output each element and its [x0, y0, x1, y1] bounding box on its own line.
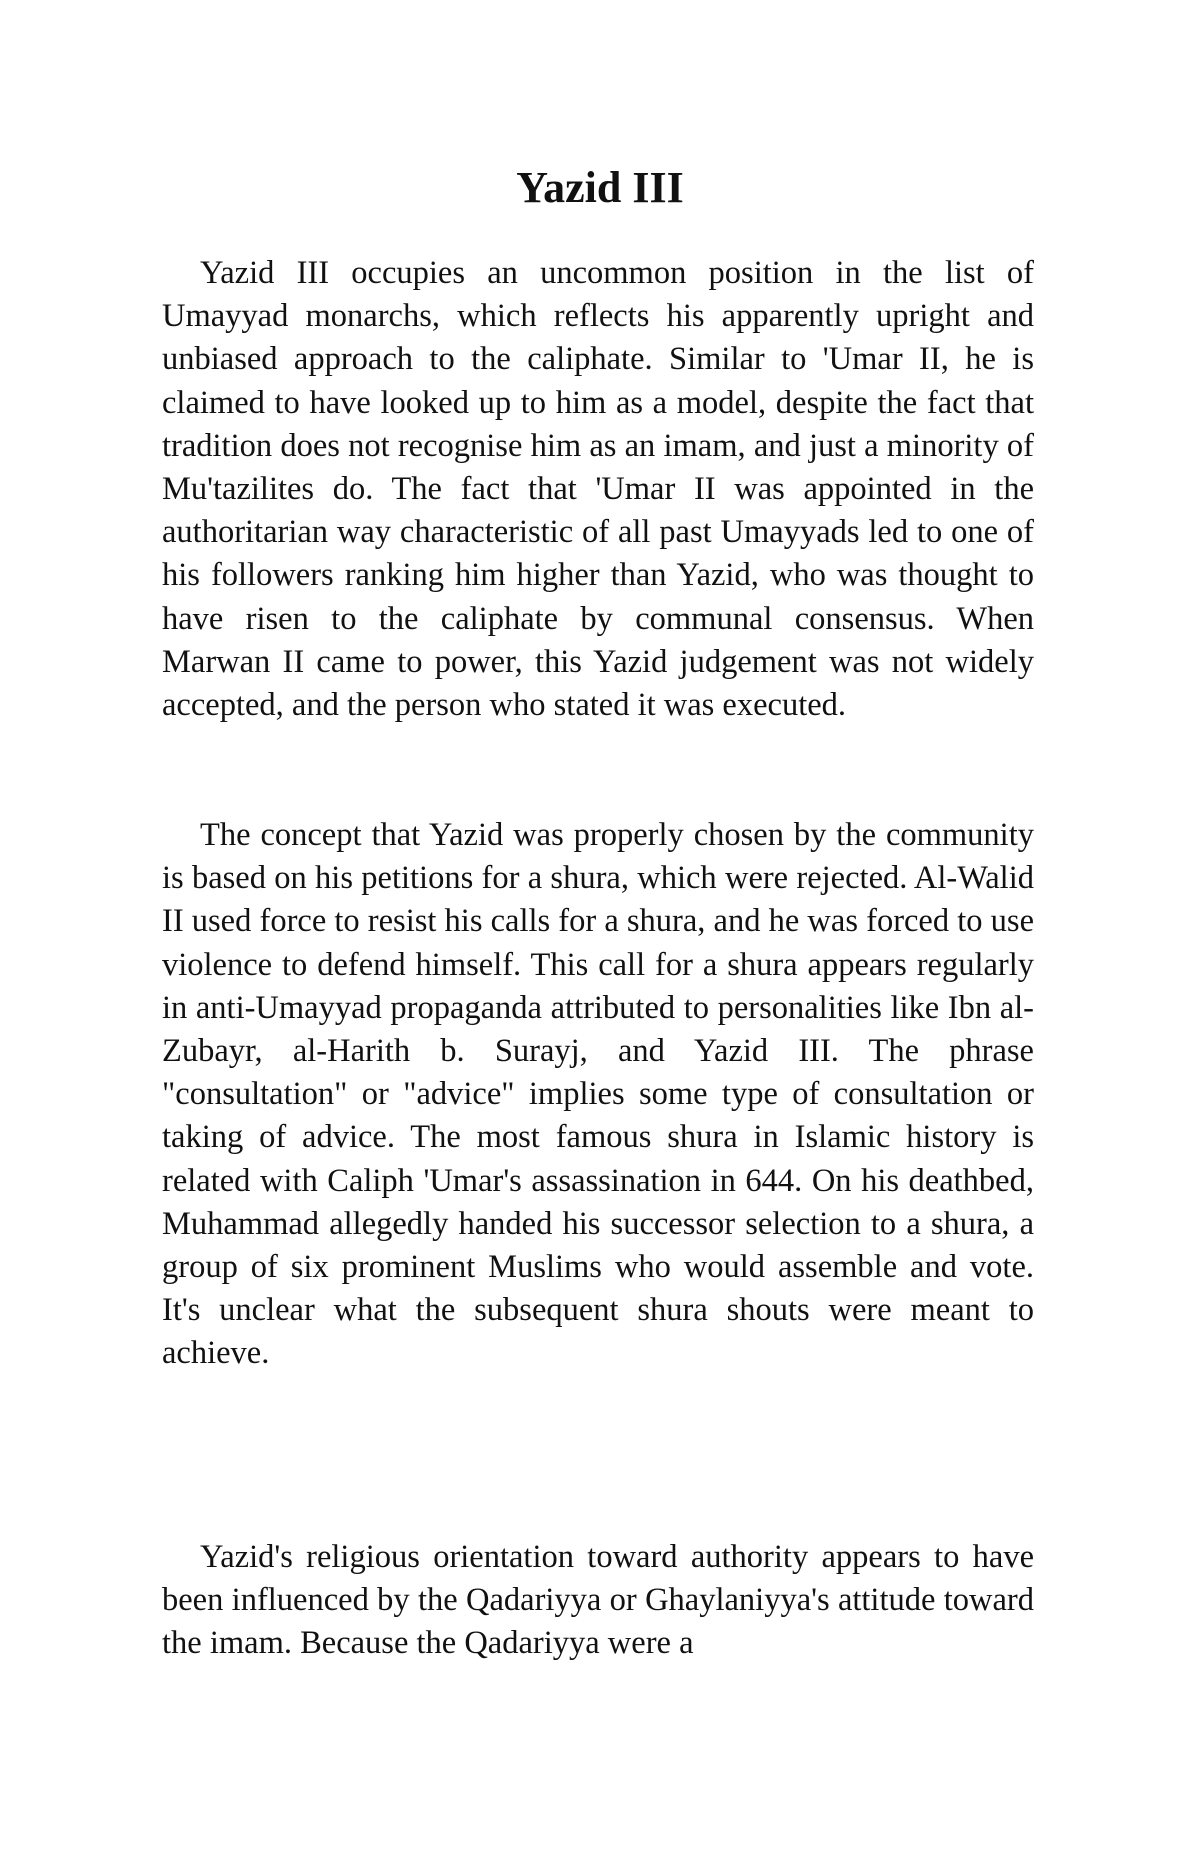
page-title: Yazid III [516, 163, 684, 212]
paragraph-2: The concept that Yazid was properly chosen by the community is based on his petitions for a shura, which were rejected. Al-Walid II used force to resist his calls for a shura, and he was forced to use violence to defend himself. This call for a shura appears regularly in anti-Umayyad propaganda attributed to personalities like Ibn al-Zubayr, al-Harith b. Surayj, and Yazid III. The phrase "consultation" or "advice" implies some type of consultation or taking of advice. The most famous shura in Islamic history is related with Caliph 'Umar's assassination in 644. On his deathbed, Muhammad allegedly handed his successor selection to a shura, a group of six prominent Muslims who would assemble and vote. It's unclear what the subsequent shura shouts were meant to achieve. [162, 817, 1034, 1372]
paragraph-1: Yazid III occupies an uncommon position in the list of Umayyad monarchs, which reflects his apparently upright and unbiased approach to the caliphate. Similar to 'Umar II, he is claimed to have looked up to him as a model, despite the fact that tradition does not recognise him as an imam, and just a minority of Mu'tazilites do. The fact that 'Umar II was appointed in the authoritarian way characteristic of all past Umayyads led to one of his followers ranking him higher than Yazid, who was thought to have risen to the caliphate by communal consensus. When Marwan II came to power, this Yazid judgement was not widely accepted, and the person who stated it was executed. [162, 255, 1034, 724]
paragraph-3: Yazid's religious orientation toward authority appears to have been influenced by the Qadariyya or Ghaylaniyya's attitude toward the imam. Because the Qadariyya were a [162, 1539, 1034, 1662]
